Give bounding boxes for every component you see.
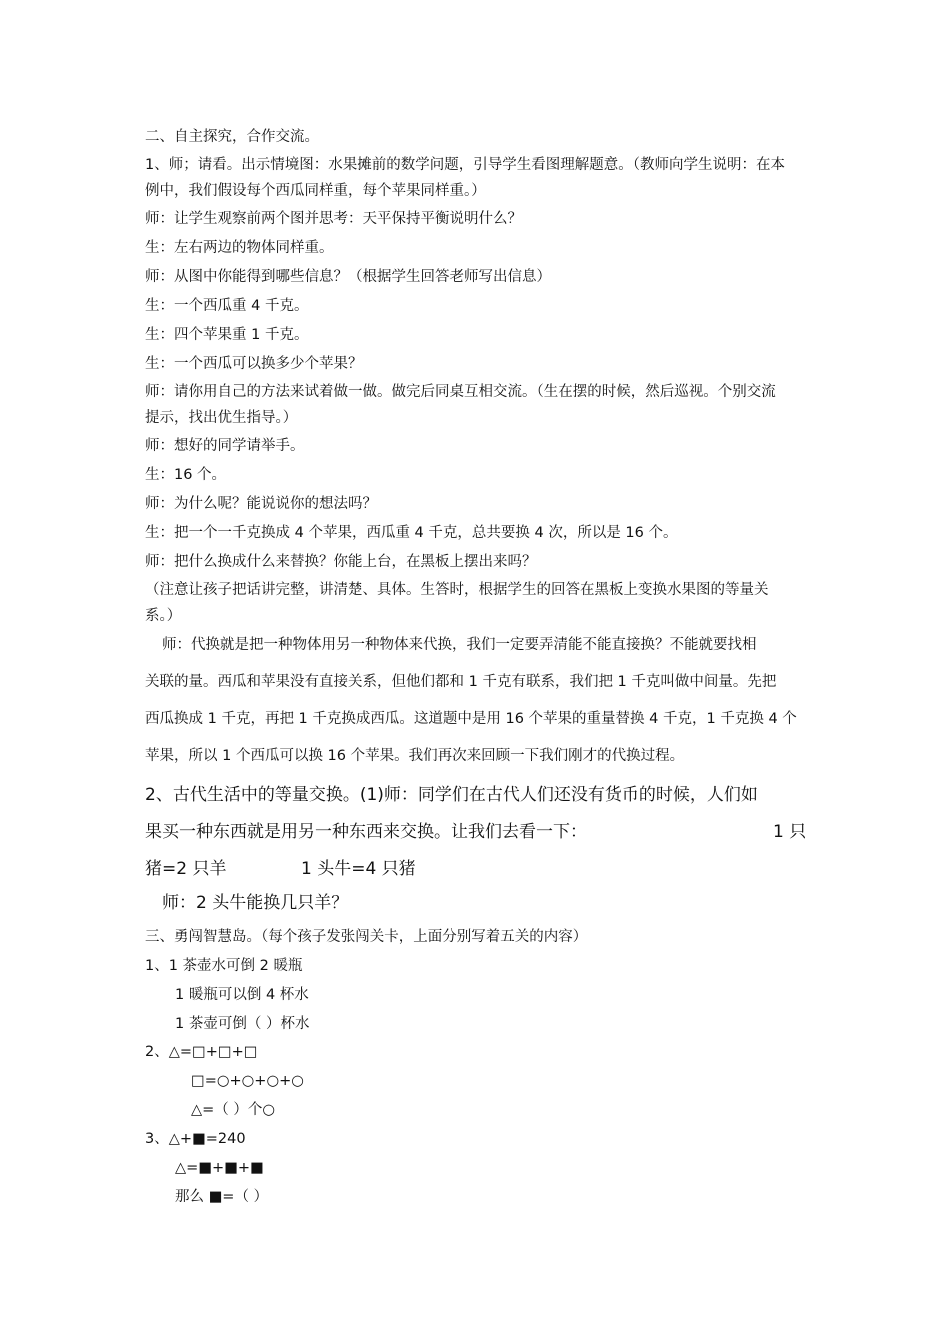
text-line: 生：把一个一千克换成 4 个苹果，西瓜重 4 千克，总共要换 4 次，所以是 16 个。 <box>145 525 678 541</box>
text-line: 师：代换就是把一种物体用另一种物体来代换，我们一定要弄清能不能直接换？不能就要找相 <box>162 637 757 653</box>
text-line: 1 暖瓶可以倒 4 杯水 <box>175 987 309 1003</box>
text-line: 西瓜换成 1 千克，再把 1 千克换成西瓜。这道题中是用 16 个苹果的重量替换 4 千克，1 千克换 4 个 <box>145 711 797 727</box>
text-line: 提示，找出优生指导。） <box>145 410 298 426</box>
text-line: 生：一个西瓜可以换多少个苹果？ <box>145 356 363 372</box>
text-line-large-right: 1 只 <box>773 822 807 842</box>
text-line: △=（ ）个○ <box>191 1102 276 1118</box>
text-line: 3、△+■=240 <box>145 1131 246 1147</box>
section-heading-3: 三、勇闯智慧岛。（每个孩子发张闯关卡，上面分别写着五关的内容） <box>145 929 588 945</box>
text-line: 生：左右两边的物体同样重。 <box>145 240 334 256</box>
text-line-large: 师：2 头牛能换几只羊？ <box>162 893 349 913</box>
text-line: 2、△=□+□+□ <box>145 1044 258 1060</box>
text-line: 师：为什么呢？能说说你的想法吗？ <box>145 496 377 512</box>
text-line: 关联的量。西瓜和苹果没有直接关系，但他们都和 1 千克有联系，我们把 1 千克叫做中间量。先把 <box>145 674 777 690</box>
text-line-large: 1 头牛=4 只猪 <box>301 859 416 879</box>
text-line: 那么 ■=（ ） <box>175 1189 269 1205</box>
text-line: 系。） <box>145 608 182 624</box>
text-line: （注意让孩子把话讲完整，讲清楚、具体。生答时，根据学生的回答在黑板上变换水果图的等量关 <box>145 582 769 598</box>
text-line: 师：想好的同学请举手。 <box>145 438 305 454</box>
text-line: 师：从图中你能得到哪些信息？（根据学生回答老师写出信息） <box>145 269 551 285</box>
text-line: △=■+■+■ <box>175 1160 264 1176</box>
text-line: □=○+○+○+○ <box>191 1073 304 1089</box>
text-line: 1、师；请看。出示情境图：水果摊前的数学问题，引导学生看图理解题意。（教师向学生说明：在本 <box>145 157 785 173</box>
text-line: 1 茶壶可倒（ ）杯水 <box>175 1016 310 1032</box>
text-line: 生：16 个。 <box>145 467 227 483</box>
text-line: 师：让学生观察前两个图并思考：天平保持平衡说明什么？ <box>145 211 522 227</box>
text-line-large: 猪=2 只羊 <box>145 859 227 879</box>
text-line: 师：把什么换成什么来替换？你能上台，在黑板上摆出来吗？ <box>145 554 537 570</box>
text-line-large: 2、古代生活中的等量交换。(1)师：同学们在古代人们还没有货币的时候，人们如 <box>145 785 758 805</box>
section-heading-2: 二、自主探究，合作交流。 <box>145 129 319 145</box>
text-line: 师：请你用自己的方法来试着做一做。做完后同桌互相交流。（生在摆的时候，然后巡视。个别交流 <box>145 384 776 400</box>
text-line-large: 果买一种东西就是用另一种东西来交换。让我们去看一下： <box>145 822 587 842</box>
text-line: 生：一个西瓜重 4 千克。 <box>145 298 309 314</box>
text-line: 苹果，所以 1 个西瓜可以换 16 个苹果。我们再次来回顾一下我们刚才的代换过程。 <box>145 748 685 764</box>
text-line: 例中，我们假设每个西瓜同样重，每个苹果同样重。） <box>145 183 486 199</box>
text-line: 生：四个苹果重 1 千克。 <box>145 327 309 343</box>
text-line: 1、1 茶壶水可倒 2 暖瓶 <box>145 958 303 974</box>
